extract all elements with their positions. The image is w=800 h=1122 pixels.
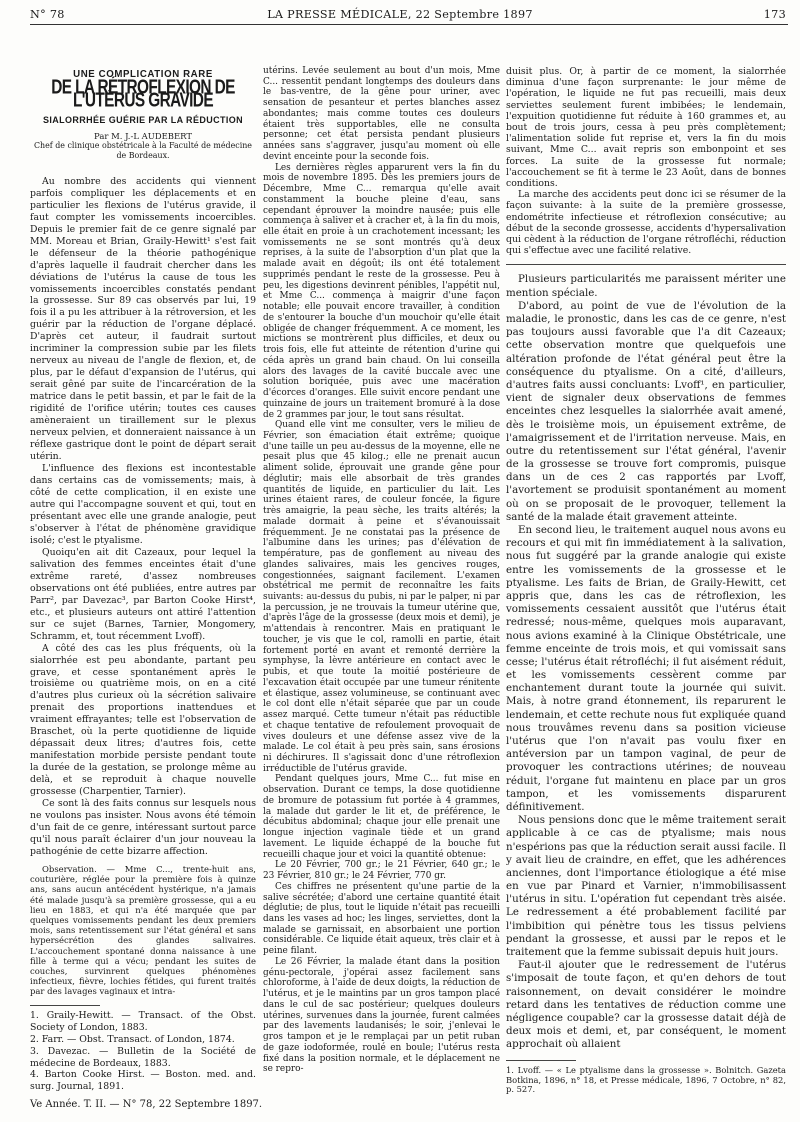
header-rule bbox=[30, 24, 788, 25]
footnote-rule bbox=[30, 1005, 100, 1006]
paragraph: Pendant quelques jours, Mme C... fut mise en observation. Durant ce temps, la dose quotidienne de bromure de potassium fut portée à 4 grammes, la malade dut garder le lit et, de préférence, le décubitus abdominal; chaque jour elle prenait une longue injection vaginale tiède et un grand lavement. Le liquide échappé de la bouche fut recueilli chaque jour et voici la quantité obtenue: bbox=[263, 774, 500, 860]
paragraph: Ce sont là des faits connus sur lesquels nous ne voulons pas insister. Nous avons été témoin d'un fait de ce genre, intéressant surtout parce qu'il nous paraît éclairer d'un jour nouveau la pathogénie de cette bizarre affection. bbox=[30, 798, 256, 858]
issue-number: N° 78 bbox=[30, 8, 65, 21]
observation-paragraph: Observation. — Mme C..., trente-huit ans, couturière, réglée pour la première fois à quinze ans, sans aucun antécédent hystérique, n'a jamais été malade jusqu'à sa première grossesse, qui a eu lieu en 1883, et qui n'a été marquée que par quelques vomissements pendant les deux premiers mois, sans retentissement sur l'état général et sans hypersécrétion des glandes salivaires. L'accouchement spontané donna naissance à une fille à terme qui a vécu; pendant les suites de couches, survinrent quelques phénomènes infectieux, fièvre, lochies fétides, qui furent traités par des lavages vaginaux et intra- bbox=[30, 864, 256, 997]
footnote: 1. Graily-Hewitt. — Transact. of the Obst. Society of London, 1883. bbox=[30, 1009, 256, 1033]
paragraph: Au nombre des accidents qui viennent parfois compliquer les déplacements et en particulier les flexions de l'utérus gravide, il faut compter les vomissements incoercibles. Depuis le premier fait de ce genre signalé par MM. Moreau et Brian, Graily-Hewitt¹ s'est fait le défenseur de la théorie pathogénique d'après laquelle il faudrait chercher dans les déviations de l'utérus la cause de tous les vomissements incoercibles constatés pendant la grossesse. Sur 89 cas observés par lui, 19 fois il a pu les attribuer à la rétroversion, et les guérir par la réduction de l'organe déplacé. D'après cet auteur, il faudrait surtout incriminer la compression subie par les filets nerveux au niveau de l'angle de flexion, et, de plus, par le défaut d'expansion de l'utérus, qui serait gêné par suite de l'incarcération de la matrice dans le petit bassin, et par le fait de la rigidité de l'orifice utérin; toutes ces causes amèneraient un tiraillement sur le plexus nerveux pelvien, et donneraient naissance à un réflexe gastrique dont le point de départ serait utérin. bbox=[30, 175, 256, 463]
journal-title: LA PRESSE MÉDICALE, 22 Septembre 1897 bbox=[267, 8, 533, 21]
footnote: 1. Lvoff. — « Le ptyalisme dans la grossesse ». Bolnitch. Gazeta Botkina, 1896, n° 18, et Presse médicale, 1896, 7 Octobre, n° 82, p. 527. bbox=[506, 1064, 786, 1095]
paragraph: La marche des accidents peut donc ici se résumer de la façon suivante: à la suite de la première grossesse, endométrite infectieuse et rétroflexion consécutive; au début de la seconde grossesse, accidents d'hypersalivation qui cèdent à la réduction de l'organe rétrofléchi, réduction qui s'effectue avec une facilité relative. bbox=[506, 189, 786, 257]
footnote: 2. Farr. — Obst. Transact. of London, 1874. bbox=[30, 1033, 235, 1045]
paragraph: En second lieu, le traitement auquel nous avons eu recours et qui mit fin immédiatement à la salivation, nous fut suggéré par la grande analogie qui existe entre les vomissements de la grossesse et le ptyalisme. Les faits de Brian, de Graily-Hewitt, cet appris que, dans les cas de rétroflexion, les vomissements cessaient aussitôt que l'utérus était redressé; nous-même, quelques mois auparavant, nous avions examiné à la Clinique Obstétricale, une femme enceinte de trois mois, et qui vomissait sans cesse; l'utérus était rétrofléchi; il fut aisément réduit, et les vomissements cessèrent comme par enchantement durant toute la journée qui suivit. Mais, à notre grand étonnement, ils reparurent le lendemain, et cette rechute nous fut expliquée quand nous trouvâmes revenu dans sa position vicieuse l'utérus que l'on n'avait pas voulu fixer en antéversion par un tampon vaginal, de peur de provoquer les contractions utérines; de nouveau réduit, l'organe fut maintenu en place par un gros tampon, et les vomissements disparurent définitivement. bbox=[506, 524, 786, 813]
paragraph: A côté des cas les plus fréquents, où la sialorrhée est peu abondante, partant peu grave, et cesse spontanément après le troisième ou quatrième mois, on en a cité d'autres plus curieux où la sécrétion salivaire prenait des proportions inattendues et vraiment effrayantes; telle est l'observation de Braschet, où la perte quotidienne de liquide dépassait deux litres; d'autres fois, cette manifestation morbide persiste pendant toute la durée de la gestation, se prolonge même au delà, et se reproduit à chaque nouvelle grossesse (Charpentier, Tarnier). bbox=[30, 642, 256, 798]
footnote: 3. Davezac. — Bulletin de la Société de médecine de Bordeaux, 1883. bbox=[30, 1045, 256, 1069]
author-affiliation: Chef de clinique obstétricale à la Faculté de médecine de Bordeaux. bbox=[33, 141, 252, 160]
paragraph: Nous pensions donc que le même traitement serait applicable à ce cas de ptyalisme; mais nous n'espérions pas que la réduction serait aussi facile. Il y avait lieu de craindre, en effet, que les adhérences anciennes, dont l'importance étiologique a été mise en vue par Pinard et Varnier, n'immobilisassent l'utérus in situ. L'opération fut cependant très aisée. Le redressement a été probablement facilité par l'imbibition qui pénètre tous les tissus pelviens pendant la grossesse, et aussi par le repos et le traitement que la femme subissait depuis huit jours. bbox=[506, 814, 786, 959]
article-kicker: UNE COMPLICATION RARE bbox=[73, 69, 213, 80]
paragraph: duisit plus. Or, à partir de ce moment, la sialorrhée diminua d'une façon surprenante: le jour même de l'opération, le liquide ne fut pas recueilli, mais deux serviettes seulement furent imbibées; le lendemain, l'expuition quotidienne fut réduite à 160 grammes et, au bout de trois jours, cessa à peu près complètement; l'alimentation solide fut reprise et, vers la fin du mois suivant, Mme C... avait repris son embonpoint et ses forces. La suite de la grossesse fut normale; l'accouchement se fit à terme le 23 Août, dans de bonnes conditions. bbox=[506, 66, 786, 190]
column-3 bbox=[506, 66, 786, 1094]
paragraph: utérins. Levée seulement au bout d'un mois, Mme C... ressentit pendant longtemps des douleurs dans le bas-ventre, de la gêne pour uriner, avec sensation de pesanteur et pertes blanches assez abondantes; mais comme toutes ces douleurs étaient très supportables, elle ne consulta personne; cet état persista pendant plusieurs années sans s'aggraver, jusqu'au moment où elle devint enceinte pour la seconde fois. bbox=[263, 66, 500, 162]
author-line: Par M. J.-L AUDEBERT bbox=[94, 130, 192, 141]
footnote-rule bbox=[506, 1060, 576, 1061]
paragraph: Quoiqu'en ait dit Cazeaux, pour lequel la salivation des femmes enceintes était d'une extrême rareté, d'assez nombreuses observations ont été publiées, entre autres par Parr², par Davezac³, par Barton Cooke Hirst⁴, etc., et plusieurs auteurs ont attiré l'attention sur ce sujet (Barnes, Tarnier, Mongomery, Schramm, et, tout récemment Lvoff). bbox=[30, 546, 256, 642]
footnote: 4. Barton Cooke Hirst. — Boston. med. and. surg. Journal, 1891. bbox=[30, 1069, 256, 1093]
page-number: 173 bbox=[763, 8, 786, 21]
paragraph: D'abord, au point de vue de l'évolution de la maladie, le pronostic, dans les cas de ce genre, n'est pas toujours aussi favorable que l'a dit Cazeaux; cette observation montre que quelquefois une altération profonde de l'état général peut être la conséquence du ptyalisme. On a cité, d'ailleurs, d'autres faits aussi concluants: Lvoff¹, en particulier, vient de signaler deux observations de femmes enceintes chez lesquelles la sialorrhée avait amené, dès le troisième mois, un épuisement extrême, de l'amaigrissement et de l'irritation nerveuse. Mais, en outre du retentissement sur l'état général, l'avenir de la grossesse se trouve fort compromis, puisque dans un de ces 2 cas rapportés par Lvoff, l'avortement se produisit spontanément au moment où on se proposait de le provoquer, tellement la santé de la malade était gravement atteinte. bbox=[506, 299, 786, 523]
column-2 bbox=[263, 66, 500, 1075]
article-subtitle: SIALORRHÉE GUÉRIE PAR LA RÉDUCTION bbox=[43, 115, 243, 126]
paragraph: Faut-il ajouter que le redressement de l'utérus s'imposait de toute façon, et qu'en dehors de tout raisonnement, on devait considérer le moindre retard dans les tentatives de réduction comme une négligence coupable? car la grossesse datait déjà de deux mois et demi, et, par conséquent, le moment approchait où allaient bbox=[506, 959, 786, 1051]
article-title: DE LA RÉTROFLEXION DE L'UTÉRUS GRAVIDE bbox=[51, 76, 235, 113]
paragraph: Les dernières règles apparurent vers la fin du mois de novembre 1895. Dès les premiers jours de Décembre, Mme C... remarqua qu'elle avait constamment la bouche pleine d'eau, sans cependant éprouver la moindre nausée; puis elle commença à saliver et à cracher et, à la fin du mois, elle était en proie à un crachotement incessant; les vomissements ne se sont montrés qu'à deux reprises, à la suite de l'absorption d'un plat que la malade avait en dégoût; ils ont été totalement supprimés pendant le reste de la grossesse. Peu à peu, les digestions devinrent pénibles, l'appétit nul, et Mme C... commença à maigrir d'une façon notable; elle pouvait encore travailler, à condition de s'entourer la bouche d'un mouchoir qu'elle était obligée de changer fréquemment. A ce moment, les mictions se montrèrent plus difficiles, et deux ou trois fois, elle fut atteinte de rétention d'urine qui céda après un grand bain chaud. On lui conseilla alors des lavages de la cavité buccale avec une solution boriquée, puis avec une macération d'écorces d'oranges. Elle suivit encore pendant une quinzaine de jours un traitement bromuré à la dose de 2 grammes par jour, le tout sans résultat. bbox=[263, 162, 500, 420]
paragraph: L'influence des flexions est incontestable dans certains cas de vomissements; mais, à côté de cette complication, il en existe une autre qui l'accompagne souvent et qui, tout en présentant avec elle une grande analogie, peut s'observer à l'état de phénomène gravidique isolé; c'est le ptyalisme. bbox=[30, 463, 256, 546]
paragraph: Quand elle vint me consulter, vers le milieu de Février, son émaciation était extrême; quoique d'une taille un peu au-dessus de la moyenne, elle ne pesait plus que 45 kilog.; elle ne prenait aucun aliment solide, éprouvait une grande gêne pour déglutir; mais elle absorbait de très grandes quantités de liquide, en particulier du lait. Les urines étaient rares, de couleur foncée, la figure très amaigrie, la peau sèche, les traits altérés; la malade dormait à peine et s'évanouissait fréquemment. Je ne constatai pas la présence de l'albumine dans les urines; pas d'élévation de température, pas de gonflement au niveau des glandes salivaires, mais les gencives rouges, congestionnées, saignant facilement. L'examen obstétrical me permit de reconnaître les faits suivants: au-dessus du pubis, ni par le palper, ni par la percussion, je ne trouvais la tumeur utérine que, d'après l'âge de la grossesse (deux mois et demi), je m'attendais à rencontrer. Mais en pratiquant le toucher, je vis que le col, ramolli en partie, était fortement porté en avant et remonté derrière la symphyse, la lèvre antérieure en contact avec le pubis, et que toute la moitié postérieure de l'excavation était occupée par une tumeur rénitente et élastique, assez volumineuse, se continuant avec le col dont elle n'était séparée que par un coude assez marqué. Cette tumeur n'était pas réductible et chaque tentative de refoulement provoquait de vives douleurs et une défense assez vive de la malade. Le col était à peu près sain, sans érosions ni déchirures. Il s'agissait donc d'une rétroflexion irréductible de l'utérus gravide. bbox=[263, 420, 500, 774]
column-1 bbox=[30, 70, 256, 1093]
page-footer: Ve Année. T. II. — N° 78, 22 Septembre 1897. bbox=[30, 1099, 263, 1110]
section-divider bbox=[506, 264, 786, 265]
spacer bbox=[30, 160, 256, 176]
paragraph: Plusieurs particularités me paraissent mériter une mention spéciale. bbox=[506, 273, 786, 299]
paragraph: Ces chiffres ne présentent qu'une partie de la salive sécrétée; d'abord une certaine quantité était déglutie; de plus, tout le liquide n'était pas recueilli dans les vases ad hoc; les linges, serviettes, dont la malade se garnissait, en absorbaient une portion considérable. Ce liquide était aqueux, très clair et à peine filant. bbox=[263, 881, 500, 957]
paragraph: Le 20 Février, 700 gr.; le 21 Février, 640 gr.; le 23 Février, 810 gr.; le 24 Février, 770 gr. bbox=[263, 860, 500, 882]
paragraph: Le 26 Février, la malade étant dans la position génu-pectorale, j'opérai assez facilement sans chloroforme, à l'aide de deux doigts, la réduction de l'utérus, et je le maintins par un gros tampon placé dans le cul de sac postérieur; quelques douleurs utérines, survenues dans la journée, furent calmées par des lavements laudanisés; le soir, j'enlevai le gros tampon et je le remplaçai par un petit ruban de gaze iodoformée, roulé en boule; l'utérus resta fixé dans la position normale, et le déplacement ne se repro- bbox=[263, 956, 500, 1075]
